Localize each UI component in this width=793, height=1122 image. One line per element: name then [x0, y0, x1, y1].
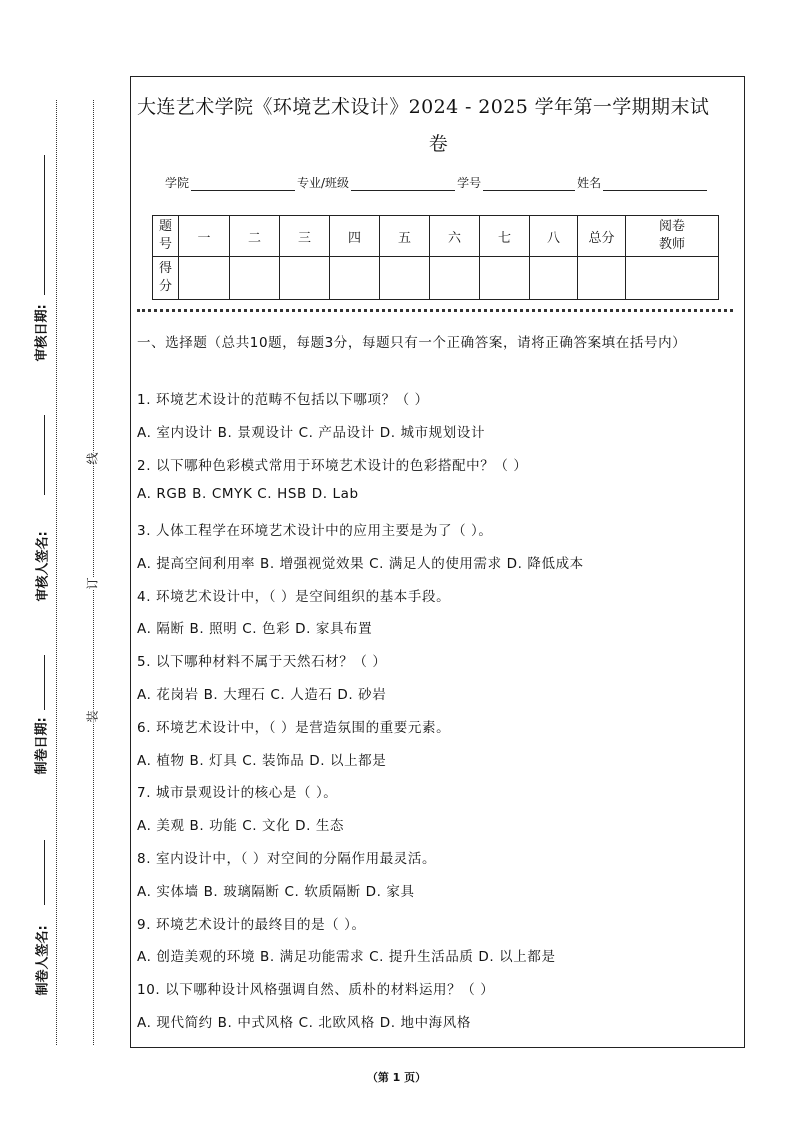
col-header: 五: [380, 216, 430, 257]
question-line: 9. 环境艺术设计的最终目的是（ ）。: [137, 917, 366, 933]
binding-dotted-line-outer: [56, 100, 57, 1045]
cut-mark-line: 线: [85, 452, 100, 465]
col-header: 二: [230, 216, 280, 257]
options-line: A. 室内设计 B. 景观设计 C. 产品设计 D. 城市规划设计: [137, 425, 486, 441]
major-class-field[interactable]: [351, 176, 455, 191]
options-line: A. 植物 B. 灯具 C. 装饰品 D. 以上都是: [137, 753, 387, 769]
auditor-sign-blank: [44, 415, 45, 495]
section1-instructions: 一、选择题（总共10题，每题3分，每题只有一个正确答案，请将正确答案填在括号内）: [137, 335, 687, 351]
options-line: A. 花岗岩 B. 大理石 C. 人造石 D. 砂岩: [137, 687, 387, 703]
question-line: 7. 城市景观设计的核心是（ ）。: [137, 785, 338, 801]
col-header: 阅卷教师: [626, 216, 719, 257]
made-date-blank: [44, 655, 45, 710]
row-label-score: 得分: [153, 257, 179, 300]
student-info-row: [165, 174, 709, 191]
binding-dotted-line-inner: [93, 100, 94, 1045]
question-line: 8. 室内设计中，（ ）对空间的分隔作用最灵活。: [137, 851, 437, 867]
col-header: 八: [530, 216, 578, 257]
name-label: 姓名: [577, 176, 602, 190]
cut-mark-bind: 订: [85, 577, 100, 590]
score-cell[interactable]: [626, 257, 719, 300]
col-header: 四: [330, 216, 380, 257]
page-number: （第 1 页）: [366, 1071, 427, 1084]
score-cell[interactable]: [280, 257, 330, 300]
college-label: 学院: [165, 176, 190, 190]
maker-sign-blank: [44, 840, 45, 905]
score-cell[interactable]: [530, 257, 578, 300]
score-table: [152, 215, 719, 300]
options-line: A. 隔断 B. 照明 C. 色彩 D. 家具布置: [137, 621, 373, 637]
options-line: A. 现代简约 B. 中式风格 C. 北欧风格 D. 地中海风格: [137, 1015, 471, 1031]
col-header: 三: [280, 216, 330, 257]
score-cell[interactable]: [480, 257, 530, 300]
maker-sign-label: 制卷人签名:: [35, 925, 51, 996]
question-line: 6. 环境艺术设计中，（ ）是营造氛围的重要元素。: [137, 720, 451, 736]
major-class-label: 专业/班级: [297, 176, 350, 190]
options-line: A. RGB B. CMYK C. HSB D. Lab: [137, 486, 359, 502]
student-id-field[interactable]: [483, 176, 575, 191]
col-header: 七: [480, 216, 530, 257]
score-table-score-row: [153, 257, 719, 300]
cut-mark-fold: 装: [85, 710, 100, 723]
audit-date-label: 审核日期:: [34, 304, 50, 362]
options-line: A. 实体墙 B. 玻璃隔断 C. 软质隔断 D. 家具: [137, 884, 415, 900]
score-table-header-row: [153, 216, 719, 257]
options-line: A. 美观 B. 功能 C. 文化 D. 生态: [137, 818, 345, 834]
options-line: A. 创造美观的环境 B. 满足功能需求 C. 提升生活品质 D. 以上都是: [137, 949, 556, 965]
question-line: 4. 环境艺术设计中，（ ）是空间组织的基本手段。: [137, 589, 451, 605]
made-date-label: 制卷日期:: [34, 717, 50, 775]
exam-title-line2: 卷: [428, 133, 449, 155]
exam-frame: [130, 76, 745, 1048]
audit-date-blank: [44, 155, 45, 295]
exam-title: [137, 89, 740, 163]
exam-title-line1: 大连艺术学院《环境艺术设计》2024 - 2025 学年第一学期期末试: [137, 96, 710, 118]
col-header: 总分: [578, 216, 626, 257]
score-cell[interactable]: [230, 257, 280, 300]
question-line: 5. 以下哪种材料不属于天然石材？（ ）: [137, 654, 387, 670]
options-line: A. 提高空间利用率 B. 增强视觉效果 C. 满足人的使用需求 D. 降低成本: [137, 556, 584, 572]
student-id-label: 学号: [457, 176, 482, 190]
score-cell[interactable]: [430, 257, 480, 300]
college-field[interactable]: [191, 176, 295, 191]
col-header: 一: [179, 216, 230, 257]
score-cell[interactable]: [330, 257, 380, 300]
question-line: 10. 以下哪种设计风格强调自然、质朴的材料运用？（ ）: [137, 982, 495, 998]
question-line: 3. 人体工程学在环境艺术设计中的应用主要是为了（ ）。: [137, 523, 493, 539]
score-cell[interactable]: [380, 257, 430, 300]
question-line: 1. 环境艺术设计的范畴不包括以下哪项？（ ）: [137, 392, 429, 408]
row-label-question-no: 题号: [153, 216, 179, 257]
score-cell[interactable]: [179, 257, 230, 300]
score-cell[interactable]: [578, 257, 626, 300]
question-line: 2. 以下哪种色彩模式常用于环境艺术设计的色彩搭配中？（ ）: [137, 458, 528, 474]
name-field[interactable]: [603, 176, 707, 191]
col-header: 六: [430, 216, 480, 257]
section-separator: [137, 309, 733, 312]
auditor-sign-label: 审核人签名:: [35, 531, 51, 602]
